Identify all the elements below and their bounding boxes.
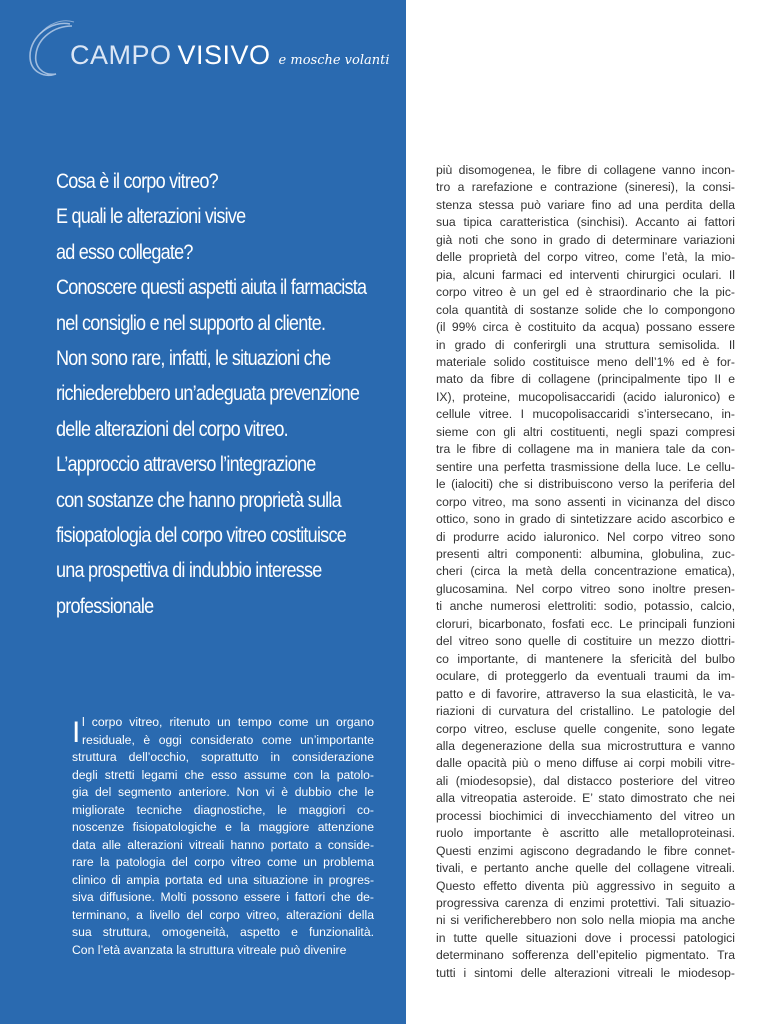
intro-text-line: Con l’età avanzata la struttura vitreale può divenire (72, 942, 347, 957)
body-text-column (436, 162, 735, 982)
body-text-line: in tutte quelle situazioni dove i processi patologici (436, 930, 735, 945)
body-text-line: determinano sofferenza dell’epitelio pigmentato. Tra (436, 948, 735, 963)
body-text-line: IX), proteine, mucopolisaccaridi (acido ialuronico) e (436, 389, 735, 404)
body-text-line: Questi enzimi agiscono degradando le fibre connet- (436, 843, 735, 858)
body-text-line: pia, alcuni farmaci ed interventi chirurgici oculari. Il (436, 267, 735, 282)
header-title-campo: CAMPO (70, 40, 172, 70)
intro-text-line: struttura dell’occhio, soprattutto in considerazione (72, 750, 374, 764)
body-text-line: in grado di conferirgli una struttura semisolida. Il (436, 337, 735, 352)
body-text-line: sua tipica caratteristica (sinchisi). Accanto ai fattori (436, 215, 735, 230)
intro-text-line: rare la patologia del corpo vitreo come un problema (72, 855, 374, 869)
body-text-line: processi biochimici di invecchiamento del vitreo un (436, 808, 735, 823)
article-headline (56, 164, 367, 624)
body-text-line: mato da fibre di collagene (principalmente tipo II e (436, 372, 735, 387)
body-text-line: corpo vitreo, ma sono assenti in vicinanza del disco (436, 494, 735, 509)
body-text-line: cloruri, bicarbonato, fosfati ecc. Le principali funzioni (436, 616, 735, 631)
body-text-line: riazioni di curvatura del cristallino. Le patologie del (436, 704, 735, 719)
intro-text-line: migliorate tecniche diagnostiche, le maggiori co- (72, 802, 374, 817)
body-text-line: Questo effetto diventa più aggressivo in seguito a (436, 878, 735, 893)
body-text-line: ti anche numerosi elettroliti: sodio, potassio, calcio, (436, 599, 735, 614)
drop-cap: I (72, 716, 81, 749)
body-text-line: (il 99% circa è costituito da acqua) possano essere (436, 320, 735, 335)
body-text-line: oculare, di proteggerlo da eventuali traumi da im- (436, 669, 735, 684)
headline-line: con sostanze che hanno proprietà sulla (56, 488, 341, 512)
intro-text-line: sua struttura, omogeneità, aspetto e funzionalità. (72, 925, 374, 939)
body-text-line: cheri (circa la metà della concentrazione ematica), (436, 564, 735, 579)
body-text-line: cola quantità di sostanze solide che lo compongono (436, 302, 735, 317)
headline-line: Conoscere questi aspetti aiuta il farmacista (56, 276, 367, 300)
header-subtitle: e mosche volanti (278, 53, 390, 68)
body-text-line: tro a rarefazione e contrazione (sineresi), la consi- (436, 180, 735, 195)
body-text-line: sentire una perfetta trasmissione della luce. Le cellu- (436, 459, 735, 474)
headline-line: una prospettiva di indubbio interesse (56, 559, 322, 583)
body-text-line: ruolo importante è ascritto alle metalloproteinasi. (436, 826, 735, 841)
intro-text-line: degli stretti legami che esso assume con la patolo- (72, 767, 374, 782)
body-text-line: del vitreo sono quelle di costituire un mezzo diottri- (436, 634, 735, 649)
body-text-line: progressiva carenza di enzimi protettivi. Tali situazio- (436, 896, 735, 911)
body-text-line: dalle opacità più o meno diffuse ai corpi mobili vitre- (436, 756, 735, 771)
intro-text-line: data alle alterazioni vitreali hanno portato a conside- (72, 837, 374, 852)
body-text-line: cellule vitree. I mucopolisaccaridi s’intersecano, in- (436, 407, 735, 422)
body-text-line: tra le fibre di collagene ma in maniera tale da con- (436, 442, 735, 457)
headline-line: delle alterazioni del corpo vitreo. (56, 417, 288, 441)
body-text-line: alla vitreopatia asteroide. E’ stato dimostrato che nei (436, 791, 735, 806)
body-text-line: presenti altri componenti: albumina, globulina, zuc- (436, 546, 735, 561)
body-text-line: sieme con gli altri costituenti, negli spazi compresi (436, 424, 735, 439)
headline-line: E quali le alterazioni visive (56, 205, 246, 229)
intro-text-line: l corpo vitreo, ritenuto un tempo come un organo (82, 715, 374, 729)
body-text-line: ali (miodesopsie), dal distacco posteriore del vitreo (436, 773, 735, 788)
intro-text-line: noscenze fisiopatologiche e la maggiore attenzione (72, 820, 374, 834)
headline-line: fisiopatologia del corpo vitreo costituisce (56, 524, 346, 548)
section-header (70, 40, 390, 71)
body-text-line: già noti che sono in grado di determinare variazioni (436, 232, 735, 247)
body-text-line: tutti i sintomi delle alterazioni vitreali le miodesop- (436, 965, 735, 980)
body-text-line: materiale solido costituisce meno dell’1% ed è for- (436, 354, 735, 369)
intro-text-line: residuale, è oggi considerato come un’importante (82, 732, 374, 747)
headline-line: richiederebbero un’adeguata prevenzione (56, 382, 360, 406)
body-text-line: corpo vitreo, escluse quelle congenite, sono legate (436, 721, 735, 736)
intro-text-line: siva diffusione. Molti possono essere i fattori che de- (72, 890, 374, 904)
body-text-line: stenza stessa può variare fino ad una perdita della (436, 197, 735, 212)
intro-paragraph (72, 714, 374, 959)
body-text-line: le (ialociti) che si distribuiscono verso la periferia del (436, 477, 735, 492)
headline-line: Non sono rare, infatti, le situazioni che (56, 347, 331, 371)
body-text-line: di produrre acido ialuronico. Nel corpo vitreo sono (436, 529, 735, 544)
body-text-line: ni si verificherebbero non solo nella miopia ma anche (436, 913, 735, 928)
header-title-visivo: VISIVO (177, 40, 271, 70)
body-text-line: tivali, e pertanto anche quelle del collagene vitreali. (436, 861, 735, 876)
body-text-line: alla degenerazione della sua microstruttura e vanno (436, 738, 735, 753)
body-text-line: glucosamina. Nel corpo vitreo sono inoltre presen- (436, 581, 735, 596)
headline-line: Cosa è il corpo vitreo? (56, 170, 218, 193)
body-text-line: co importante, di mantenere la sfericità del bulbo (436, 651, 735, 666)
intro-text-line: terminano, a livello del corpo vitreo, alterazioni della (72, 907, 374, 922)
body-text-line: patto e di favorire, attraverso la sua elasticità, le va- (436, 686, 735, 701)
headline-line: nel consiglio e nel supporto al cliente. (56, 311, 326, 335)
intro-text-line: gia del segmento anteriore. Non vi è dubbio che le (72, 785, 374, 799)
headline-line: ad esso collegate? (56, 240, 193, 264)
body-text-line: delle proprietà del corpo vitreo, come l’età, la mio- (436, 250, 735, 265)
body-text-line: più disomogenea, le fibre di collagene vanno incon- (436, 163, 735, 177)
body-text-line: corpo vitreo è un gel ed è straordinario che la pic- (436, 285, 735, 300)
body-text-line: ottico, sono in grado di sintetizzare acido ascorbico e (436, 512, 735, 527)
headline-line: L’approccio attraverso l’integrazione (56, 453, 316, 477)
headline-line: professionale (56, 594, 154, 618)
intro-text-line: clinico di ampia portata ed una situazione in progres- (72, 872, 374, 887)
